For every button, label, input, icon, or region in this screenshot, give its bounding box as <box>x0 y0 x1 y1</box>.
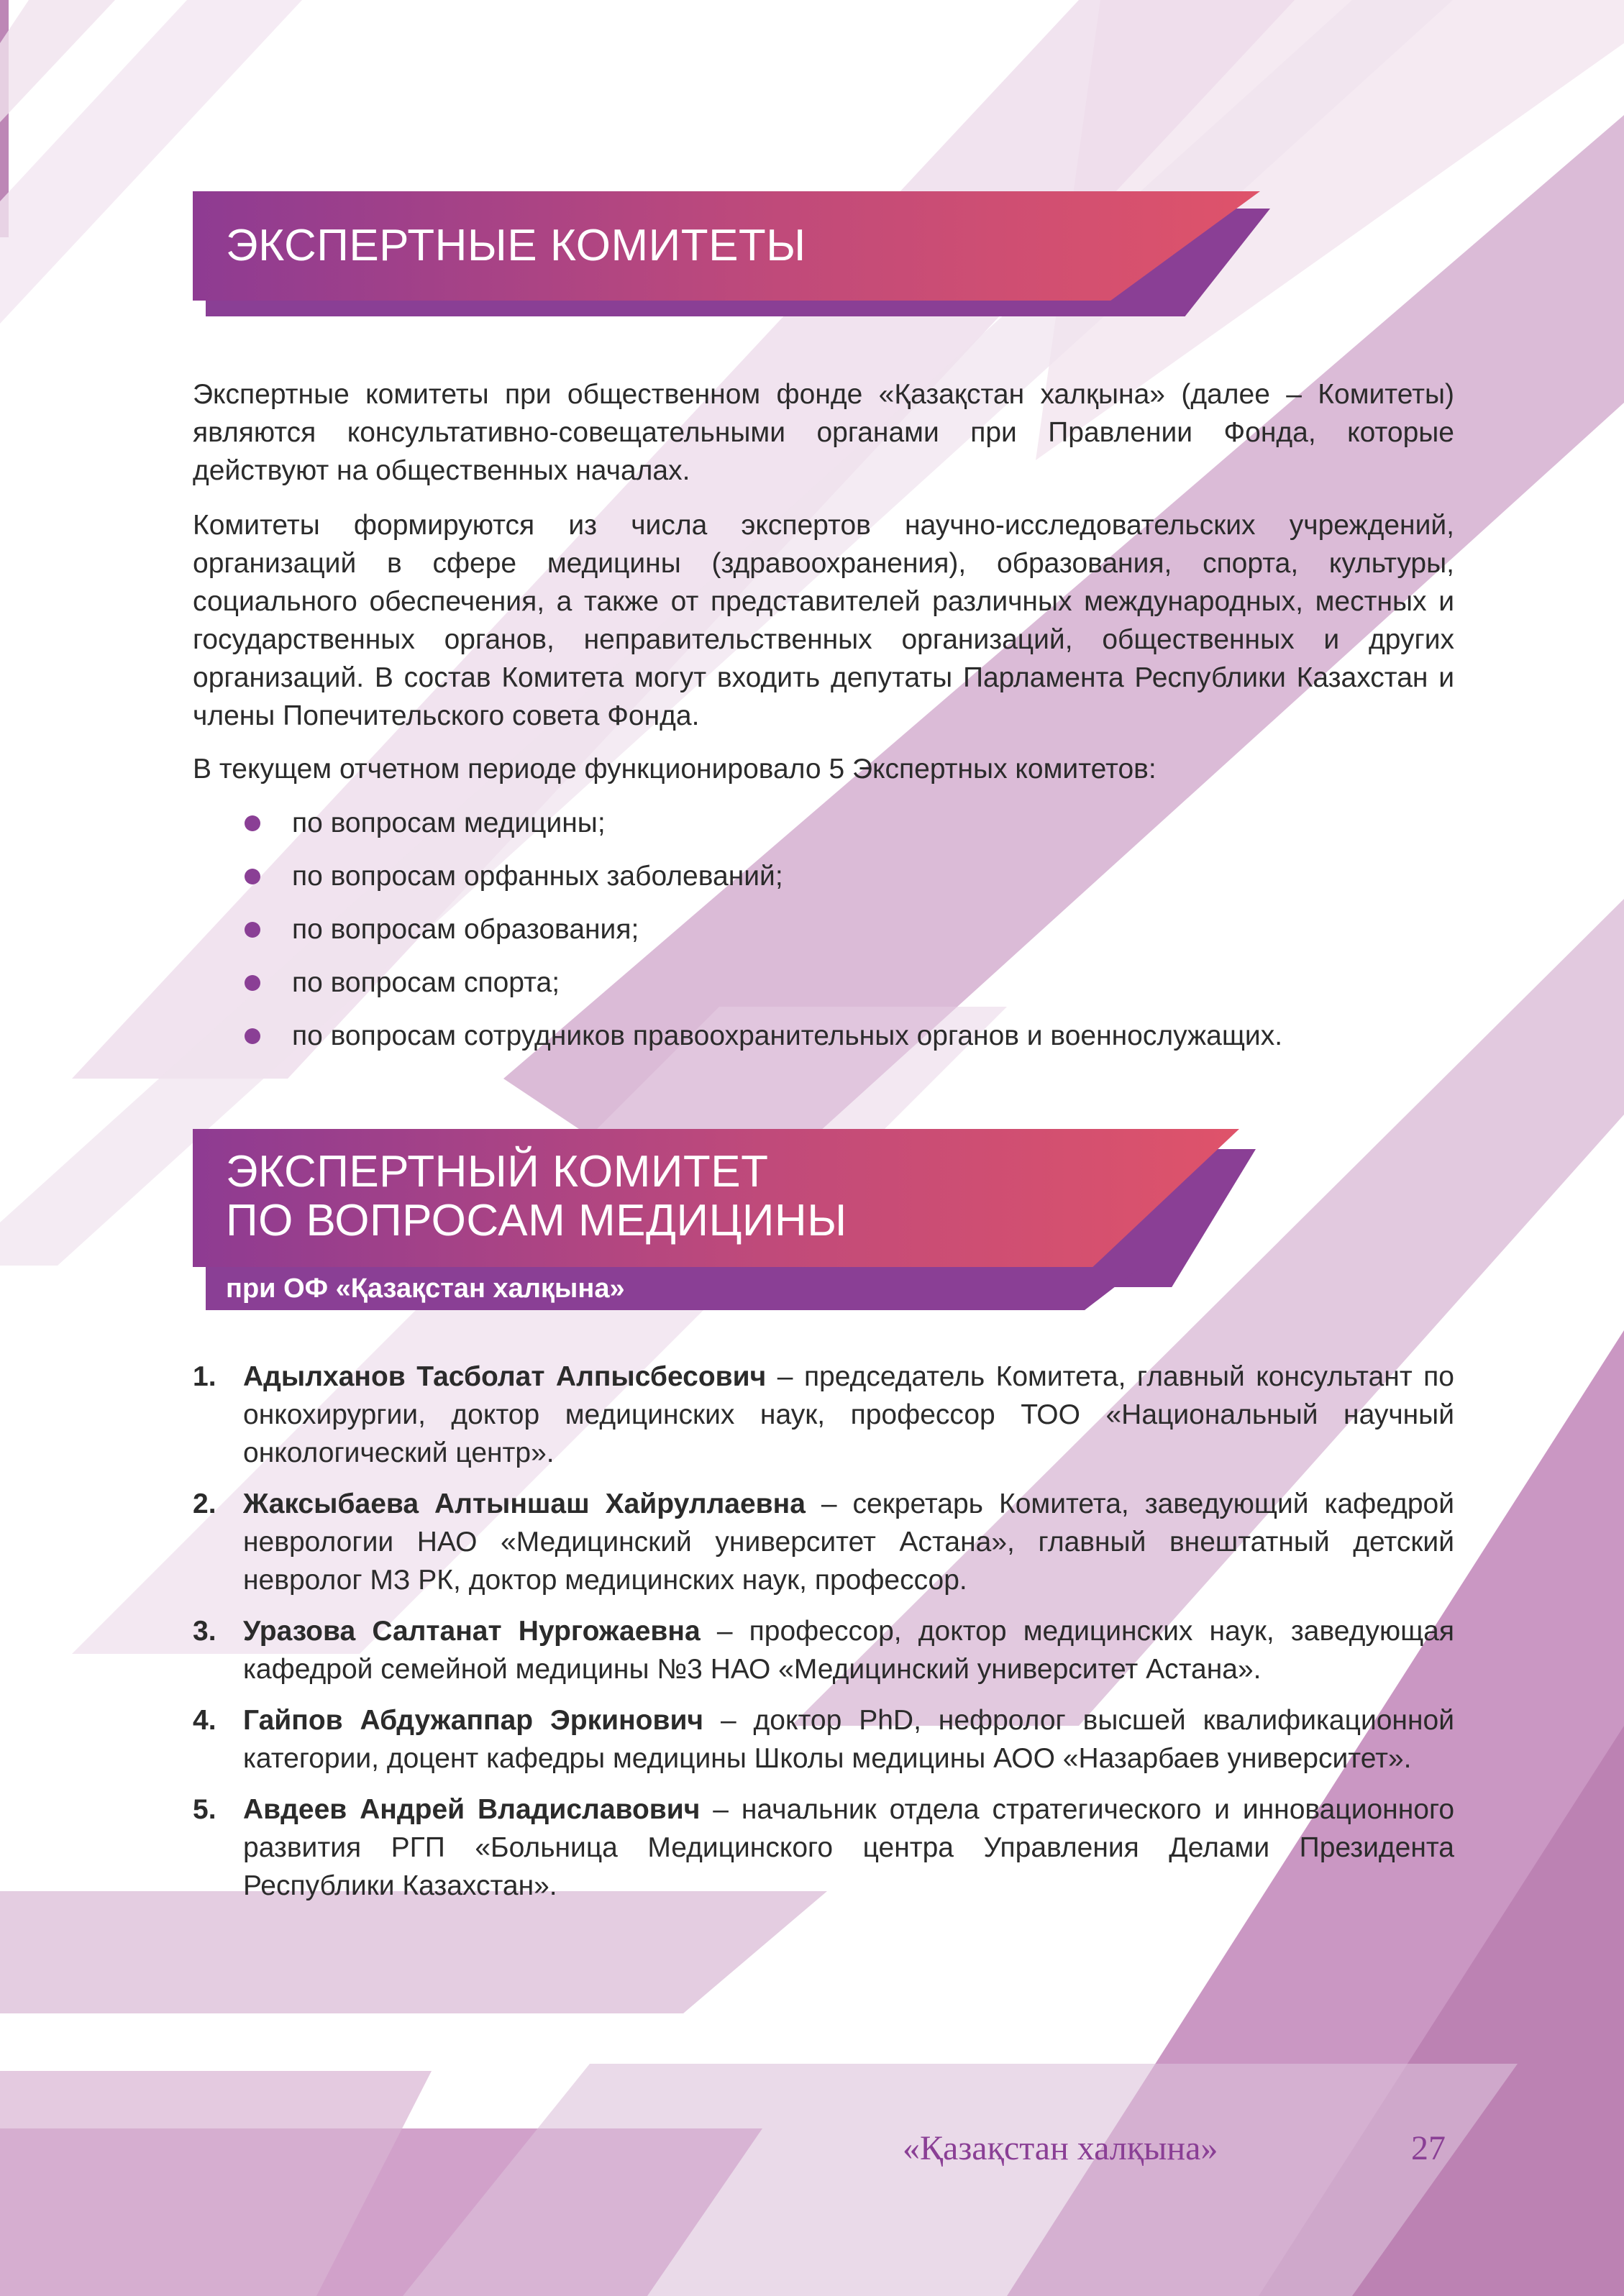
section-title-line2: ПО ВОПРОСАМ МЕДИЦИНЫ <box>226 1196 847 1245</box>
member-name: Адылханов Тасболат Алпысбесович <box>243 1361 767 1392</box>
committee-label: по вопросам сотрудников правоохранительных органов и военнослужащих. <box>292 1020 1283 1051</box>
page-number: 27 <box>1411 2129 1446 2167</box>
list-item <box>193 850 1282 903</box>
section-title: ЭКСПЕРТНЫЕ КОМИТЕТЫ <box>226 221 806 270</box>
member-name: Уразова Салтанат Нургожаевна <box>243 1616 701 1647</box>
committee-list <box>193 797 1282 1063</box>
bullet-icon <box>245 975 260 991</box>
composition-paragraph: Комитеты формируются из числа экспертов научно-исследовательских учреждений, организаций в сфере медицины (здравоохранения), образования, спорта, культуры, социального обеспечения, а также от представителей различных международных, местных и государственных органов, неправительственных организаций, общественных и других организаций. В состав Комитета могут входить депутаты Парламента Республики Казахстан и члены Попечительского совета Фонда. <box>193 510 1454 731</box>
list-item <box>193 1612 1454 1688</box>
bullet-icon <box>245 869 260 884</box>
committee-label: по вопросам орфанных заболеваний; <box>292 861 783 892</box>
list-item <box>193 903 1282 956</box>
intro-paragraph: Экспертные комитеты при общественном фонде «Қазақстан халқына» (далее – Комитеты) являются консультативно-совещательными органами при Правлении Фонда, которые действуют на общественных началах. <box>193 379 1454 486</box>
member-name: Жаксыбаева Алтыншаш Хайруллаевна <box>243 1488 806 1519</box>
member-description: – секретарь Комитета, заведующий кафедрой неврологии НАО «Медицинский университет Астана», главный внештатный детский невролог МЗ РК, доктор медицинских наук, профессор. <box>243 1488 1455 1596</box>
list-item <box>193 797 1282 850</box>
member-description: – профессор, доктор медицинских наук, заведующая кафедрой семейной медицины №3 НАО «Медицинский университет Астана». <box>243 1616 1454 1685</box>
member-description: – доктор PhD, нефролог высшей квалификационной категории, доцент кафедры медицины Школы медицины АОО «Назарбаев университет». <box>243 1705 1454 1774</box>
member-name: Гайпов Абдужаппар Эркинович <box>243 1705 704 1736</box>
section-heading-banner <box>193 191 1272 317</box>
item-number: 1. <box>193 1361 216 1392</box>
section-title-line1: ЭКСПЕРТНЫЙ КОМИТЕТ <box>226 1147 769 1197</box>
item-number: 4. <box>193 1705 216 1736</box>
bullet-icon <box>245 922 260 938</box>
committee-members-list <box>193 1358 1454 1918</box>
list-item <box>193 956 1282 1010</box>
list-item <box>193 1358 1454 1472</box>
committees-count-paragraph: В текущем отчетном периоде функционировало 5 Экспертных комитетов: <box>193 754 1157 785</box>
committee-label: по вопросам медицины; <box>292 808 606 838</box>
member-name: Авдеев Андрей Владиславович <box>243 1794 701 1825</box>
member-description: – начальник отдела стратегического и инновационного развития РГП «Больница Медицинского центра Управления Делами Президента Республики Казахстан». <box>243 1794 1455 1901</box>
list-item <box>193 1701 1454 1778</box>
member-description: – председатель Комитета, главный консультант по онкохирургии, доктор медицинских наук, профессор ТОО «Национальный научный онкологический центр». <box>243 1361 1454 1468</box>
list-item <box>193 1790 1454 1905</box>
item-number: 2. <box>193 1488 216 1519</box>
bullet-icon <box>245 1028 260 1044</box>
committee-label: по вопросам образования; <box>292 914 639 945</box>
medicine-committee-banner <box>193 1129 1257 1330</box>
item-number: 5. <box>193 1794 216 1825</box>
list-item <box>193 1010 1282 1063</box>
committee-label: по вопросам спорта; <box>292 967 560 998</box>
list-item <box>193 1485 1454 1599</box>
section-subtitle: при ОФ «Қазақстан халқына» <box>226 1273 625 1304</box>
item-number: 3. <box>193 1616 216 1647</box>
footer-brand: «Қазақстан халқына» <box>903 2129 1218 2167</box>
bullet-icon <box>245 815 260 831</box>
